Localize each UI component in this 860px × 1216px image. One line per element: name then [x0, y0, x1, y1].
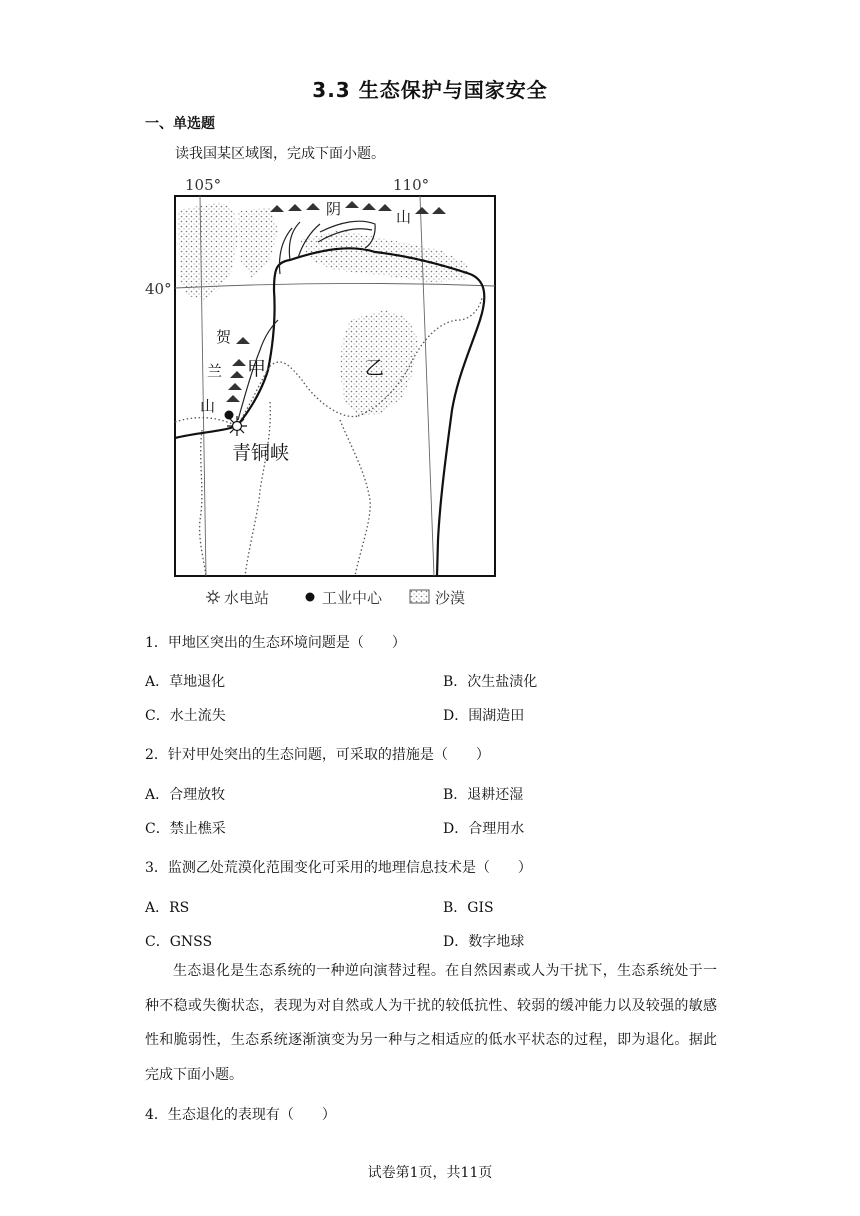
reading-paragraph: 生态退化是生态系统的一种逆向演替过程。在自然因素或人为干扰下，生态系统处于一种不稳或失衡状态，表现为对自然或人为干扰的较低抗性、较弱的缓冲能力以及较强的敏感性和脆弱性，生态系统逐渐演变为另一种与之相适应的低水平状态的过程，即为退化。据此完成下面小题。: [145, 963, 717, 1083]
region-map: [140, 170, 515, 615]
lon-110-label: 110°: [393, 176, 430, 194]
q1-option-c[interactable]: C．水土流失: [145, 708, 226, 724]
hydropower-marker: [227, 416, 247, 436]
qingtongxia-label: 青铜峡: [232, 442, 290, 464]
question-3-stem: 3．监测乙处荒漠化范围变化可采用的地理信息技术是（ ）: [145, 860, 532, 876]
q2-option-d[interactable]: D．合理用水: [443, 821, 525, 837]
section-heading: 一、单选题: [145, 116, 215, 132]
dot-icon: [306, 593, 315, 602]
q1-option-b[interactable]: B．次生盐渍化: [443, 674, 538, 690]
q1-option-a[interactable]: A．草地退化: [145, 674, 226, 690]
industrial-center-marker: [225, 411, 234, 420]
area-yi-label: 乙: [365, 357, 385, 379]
q1-option-d[interactable]: D．围湖造田: [443, 708, 525, 724]
q2-option-b[interactable]: B．退耕还湿: [443, 787, 524, 803]
dotted-box-icon: [410, 590, 429, 603]
desert-areas: [178, 202, 470, 416]
shan-label-helan: 山: [200, 397, 216, 415]
q3-option-d[interactable]: D．数字地球: [443, 934, 525, 950]
q3-option-b[interactable]: B．GIS: [443, 900, 494, 916]
intro-text: 读我国某区域图，完成下面小题。: [175, 146, 385, 162]
legend-hydro-label: 水电站: [224, 589, 270, 607]
parallel-40: [175, 283, 495, 288]
lan-label: 兰: [207, 362, 223, 380]
sun-icon: [206, 590, 220, 604]
yin-label: 阴: [326, 200, 342, 218]
legend-desert-label: 沙漠: [435, 589, 466, 607]
lat-40-label: 40°: [145, 280, 172, 298]
question-1-stem: 1．甲地区突出的生态环境问题是（ ）: [145, 635, 406, 651]
lon-105-label: 105°: [185, 176, 222, 194]
yin-mountains: [270, 201, 446, 214]
question-2-stem: 2．针对甲处突出的生态问题，可采取的措施是（ ）: [145, 747, 490, 763]
area-jia-label: 甲: [247, 358, 267, 380]
q3-option-c[interactable]: C．GNSS: [145, 934, 213, 950]
shan-label-north: 山: [396, 208, 412, 226]
q2-option-a[interactable]: A．合理放牧: [145, 787, 226, 803]
map-legend: [206, 589, 465, 607]
legend-industry-label: 工业中心: [322, 589, 383, 607]
page-footer: 试卷第1页，共11页: [367, 1165, 493, 1181]
q3-option-a[interactable]: A．RS: [145, 900, 190, 916]
page-title: 3.3 生态保护与国家安全: [312, 78, 548, 102]
yellow-river: [175, 248, 484, 576]
he-label: 贺: [216, 328, 232, 346]
question-4-stem: 4．生态退化的表现有（ ）: [145, 1107, 336, 1123]
q2-option-c[interactable]: C．禁止樵采: [145, 821, 226, 837]
